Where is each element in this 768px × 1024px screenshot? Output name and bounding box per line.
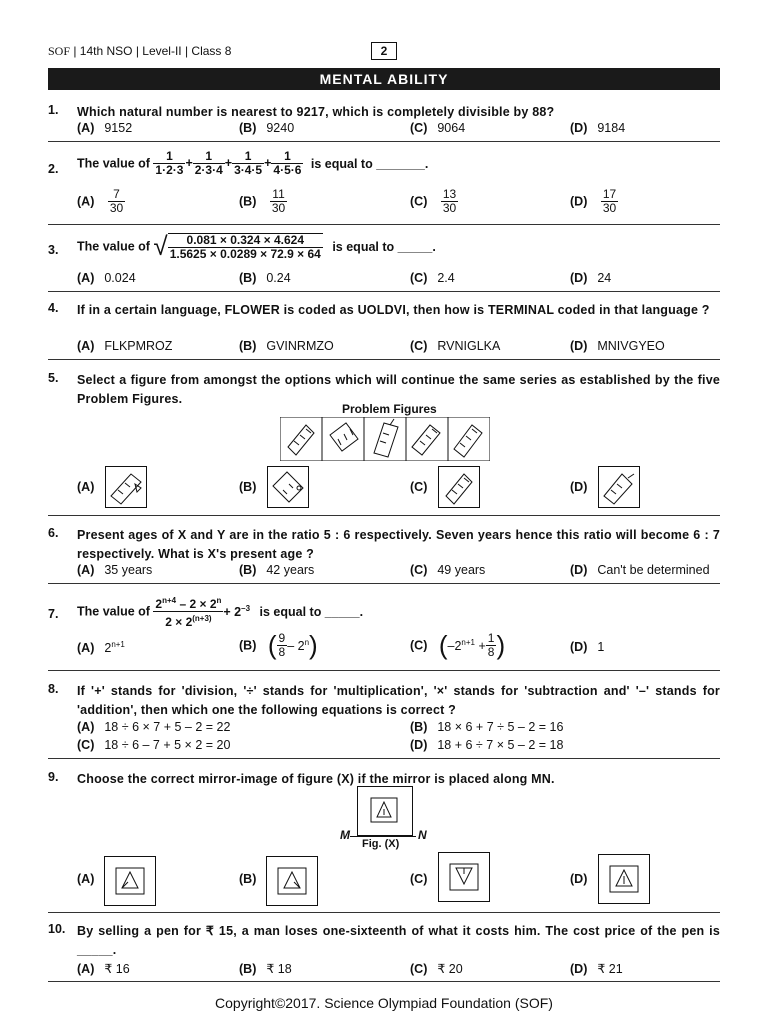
numerator: 1 [193,150,225,164]
q6-option-a[interactable] [77,563,152,577]
q5-figure-a[interactable] [105,466,147,508]
option-label: (B) [239,638,257,653]
q2-option-b[interactable] [239,188,287,215]
option-value [601,188,618,215]
q4-number: 4. [48,301,59,315]
option-value: ₹ 20 [437,962,463,976]
q9-option-a[interactable] [77,872,94,886]
option-value: GVINRMZO [266,339,334,353]
option-label: (B) [239,962,257,976]
numerator: 17 [602,187,617,201]
option-label: (B) [239,339,257,353]
q6-number: 6. [48,526,59,540]
option-value: 0.024 [104,271,136,285]
q1-option-b[interactable] [239,121,294,135]
q9-number: 9. [48,770,59,784]
mirror-m-label: M [340,828,350,842]
q5-text: Select a figure from amongst the options which will continue the same series as established by the five Problem Figures. [77,373,720,406]
option-value: 0.24 [266,271,291,285]
option-label: (C) [410,872,428,886]
option-value: ₹ 18 [266,962,292,976]
option-label: (C) [410,194,428,209]
option-label: (A) [77,121,95,135]
q10-number: 10. [48,922,66,936]
q10-option-b[interactable] [239,961,292,976]
q9-figure-a[interactable] [104,856,156,906]
q1-text: Which natural number is nearest to 9217, which is completely divisible by 88? [77,105,555,119]
numerator: 1 [271,150,303,164]
divider [48,359,720,360]
denominator: 30 [271,201,286,215]
option-label: (D) [570,872,588,886]
option-value: 35 years [104,563,153,577]
numerator: 7 [108,188,125,202]
q9-figure-x [357,786,413,836]
q7-option-c[interactable] [410,630,505,661]
option-label: (B) [239,121,257,135]
q5-figure-c[interactable] [438,466,480,508]
q2-option-a[interactable] [77,188,125,215]
denominator: 30 [442,201,457,215]
q3-prefix: The value of [77,239,150,254]
option-label: (A) [77,194,95,209]
q9-option-c[interactable] [410,872,427,886]
option-label: (C) [410,271,428,285]
option-label: (C) [77,738,95,752]
page-header [48,44,231,59]
option-label: (A) [77,872,95,886]
problem-figure-3 [374,419,398,457]
q10-option-c[interactable] [410,961,463,976]
option-label: (B) [410,720,428,734]
q2-term-1 [153,150,185,177]
q10-text: By selling a pen for ₹ 15, a man loses one-sixteenth of what it costs him. The cost price of the pen is _____. [77,924,720,957]
q2-prefix: The value of [77,156,150,171]
problem-figure-5 [454,425,482,457]
q10-option-a[interactable] [77,961,130,976]
option-label: (A) [77,641,95,656]
q2-suffix: is equal to _______. [310,156,429,171]
q5-number: 5. [48,371,59,385]
divider [48,912,720,913]
q3-number: 3. [48,243,59,257]
mirror-line [350,836,416,837]
q1-number: 1. [48,103,59,117]
q9-option-b[interactable] [239,872,256,886]
option-label: (D) [570,640,588,654]
fig-x-label: Fig. (X) [362,838,400,850]
numerator: 9 [278,631,286,645]
option-value [441,188,458,215]
sqrt-icon: √ [153,231,168,261]
problem-figure-2 [330,423,358,451]
divider [48,291,720,292]
option-label: (C) [410,638,428,653]
option-label: (A) [77,563,95,577]
q7-option-a[interactable] [77,640,125,655]
denominator: 2·3·4 [194,163,223,177]
option-value: 18 ÷ 6 × 7 + 5 – 2 = 22 [104,720,231,734]
q9-figure-b[interactable] [266,856,318,906]
q3-option-a[interactable] [77,271,136,285]
q8-option-d[interactable] [410,738,563,752]
denominator: 3·4·5 [234,163,263,177]
option-label: (D) [570,121,588,135]
denominator: $2 \times 2^{(n+3)}$ [165,614,212,629]
option-label: (B) [239,563,257,577]
q4-option-d[interactable] [570,339,665,353]
q9-figure-c[interactable] [438,852,490,902]
option-label: (C) [410,339,428,353]
q7-tail: + $2^{-3}$ [223,603,251,620]
option-value [270,188,287,215]
denominator: 8 [278,645,286,659]
q7-prefix: The value of [77,604,150,619]
q5-option-b[interactable] [239,480,256,494]
q1-option-a[interactable] [77,121,132,135]
numerator: 1 [232,150,264,164]
q2-term-2 [193,150,225,177]
divider [48,224,720,225]
q3-expression [77,231,436,262]
paren-close: ) [309,630,318,660]
q6-option-b[interactable] [239,563,314,577]
divider [48,670,720,671]
denominator: 1.5625 × 0.0289 × 72.9 × 64 [169,246,321,261]
option-label: (D) [570,962,588,976]
exam-info: | 14th NSO | Level-II | Class 8 [73,44,232,58]
q8-option-c[interactable] [77,738,230,752]
numerator: 13 [442,187,457,201]
q3-fraction [168,233,323,261]
option-value: 9152 [104,121,133,135]
option-value: FLKPMROZ [104,339,173,353]
denominator: 8 [487,645,495,659]
q6-text: Present ages of X and Y are in the ratio 5 : 6 respectively. Seven years hence this ratio will become 6 : 7 respectively. What is X's present age ? [77,528,720,561]
q4-option-a[interactable] [77,339,172,353]
q7-expression [77,594,363,629]
numerator: 1 [153,150,185,164]
q2-option-c[interactable] [410,188,458,215]
numerator: $2^{n+4} - 2 \times 2^n$ [155,596,222,611]
q7-suffix: is equal to _____. [259,604,364,619]
copyright-footer: Copyright©2017. Science Olympiad Foundation (SOF) [215,995,553,1011]
brand-logo: SOF [48,44,71,58]
option-value: 2.4 [437,271,455,285]
q7-number: 7. [48,607,59,621]
option-label: (C) [410,480,428,494]
q3-suffix: is equal to _____. [332,239,436,254]
option-label: (A) [77,962,95,976]
denominator: 30 [602,201,617,215]
q4-option-b[interactable] [239,339,334,353]
divider [48,141,720,142]
q9-figure-d[interactable] [598,854,650,904]
q9-text: Choose the correct mirror-image of figure (X) if the mirror is placed along MN. [77,772,555,786]
option-label: (A) [77,339,95,353]
option-label: (B) [239,872,257,886]
q1-option-c[interactable] [410,121,465,135]
page-number: 2 [371,42,397,60]
option-value: Can't be determined [597,563,710,577]
option-label: (B) [239,194,257,209]
q10-option-d[interactable] [570,961,623,976]
option-label: (B) [239,271,257,285]
option-label: (A) [77,480,95,494]
q4-option-c[interactable] [410,339,500,353]
option-value: 18 + 6 ÷ 7 × 5 – 2 = 18 [437,738,564,752]
q2-term-3 [232,150,264,177]
option-value [486,632,497,659]
option-tail: – 2$^n$ [287,637,310,654]
numerator: 11 [270,188,287,202]
q2-option-d[interactable] [570,188,618,215]
option-value [277,632,288,659]
option-label: (B) [239,480,257,494]
option-label: (C) [410,121,428,135]
q2-term-4 [271,150,303,177]
option-label: (A) [77,720,95,734]
q8-option-b[interactable] [410,720,563,734]
q4-text: If in a certain language, FLOWER is coded as UOLDVI, then how is TERMINAL coded in that language ? [77,303,710,317]
q9-option-d[interactable] [570,872,587,886]
option-label: (D) [570,271,588,285]
denominator: 30 [109,201,124,215]
q8-number: 8. [48,682,59,696]
q5-option-d[interactable] [570,480,587,494]
divider [48,583,720,584]
q7-option-d[interactable] [570,640,604,654]
problem-figures [280,417,490,461]
q3-option-d[interactable] [570,271,611,285]
option-value: 9184 [597,121,626,135]
option-label: (D) [570,480,588,494]
option-label: (D) [570,563,588,577]
q3-option-b[interactable] [239,271,291,285]
option-value: ₹ 16 [104,962,130,976]
option-value: 9240 [266,121,295,135]
denominator: 4·5·6 [273,163,302,177]
q5-figure-b[interactable] [267,466,309,508]
option-value: 18 × 6 + 7 ÷ 5 – 2 = 16 [437,720,564,734]
denominator: 1·2·3 [155,163,184,177]
problem-figures-label: Problem Figures [342,402,437,416]
q5-option-c[interactable] [410,480,427,494]
problem-figure-1 [288,425,314,455]
option-label: (C) [410,962,428,976]
divider [48,515,720,516]
q6-option-c[interactable] [410,563,485,577]
option-value: 1 [597,640,605,654]
numerator: 1 [487,631,495,645]
q8-text: If '+' stands for 'division, '÷' stands for 'multiplication', '×' stands for 'subtraction and' '–' stands for 'addition', then which one the following equations is correct ? [77,684,720,717]
q7-fraction [153,594,223,629]
q2-number: 2. [48,162,59,176]
paren-open: ( [438,630,448,660]
q5-figure-d[interactable] [598,466,640,508]
divider [48,758,720,759]
option-label: (D) [410,738,428,752]
paren-close: ) [496,630,506,660]
option-value [108,188,125,215]
q7-option-b[interactable] [239,630,318,661]
option-label: (C) [410,563,428,577]
option-label: (D) [570,194,588,209]
option-value: 24 [597,271,612,285]
option-value: 9064 [437,121,466,135]
option-value: 18 ÷ 6 – 7 + 5 × 2 = 20 [104,738,231,752]
option-value: MNIVGYEO [597,339,665,353]
numerator: 0.081 × 0.324 × 4.624 [168,234,323,248]
paren-open: ( [267,630,277,660]
q6-option-d[interactable] [570,563,710,577]
option-value: 42 years [266,563,315,577]
q2-expression: The value of $\frac{1}{1\cdot 2\cdot 3}$ + $\frac{1}{2\cdot 3\cdot 4}$ + $\frac{1}{3\cdot 4\cdot 5}$ + $\frac{1}{4\cdot 5\cdot 6}$ is equal to _______. [77,149,429,177]
mirror-n-label: N [418,828,427,842]
option-value: $2^{n+1}$ [104,640,125,656]
option-label: (D) [570,339,588,353]
q3-option-c[interactable] [410,271,455,285]
q5-option-a[interactable] [77,480,94,494]
section-title: MENTAL ABILITY [48,68,720,90]
q1-option-d[interactable] [570,121,625,135]
option-label: (A) [77,271,95,285]
option-value: RVNIGLKA [437,339,501,353]
divider [48,981,720,982]
option-value: 49 years [437,563,486,577]
problem-figure-4 [412,425,440,455]
q8-option-a[interactable] [77,720,230,734]
option-head: $-2^{n+1}$ + [447,637,486,654]
option-value: ₹ 21 [597,962,623,976]
